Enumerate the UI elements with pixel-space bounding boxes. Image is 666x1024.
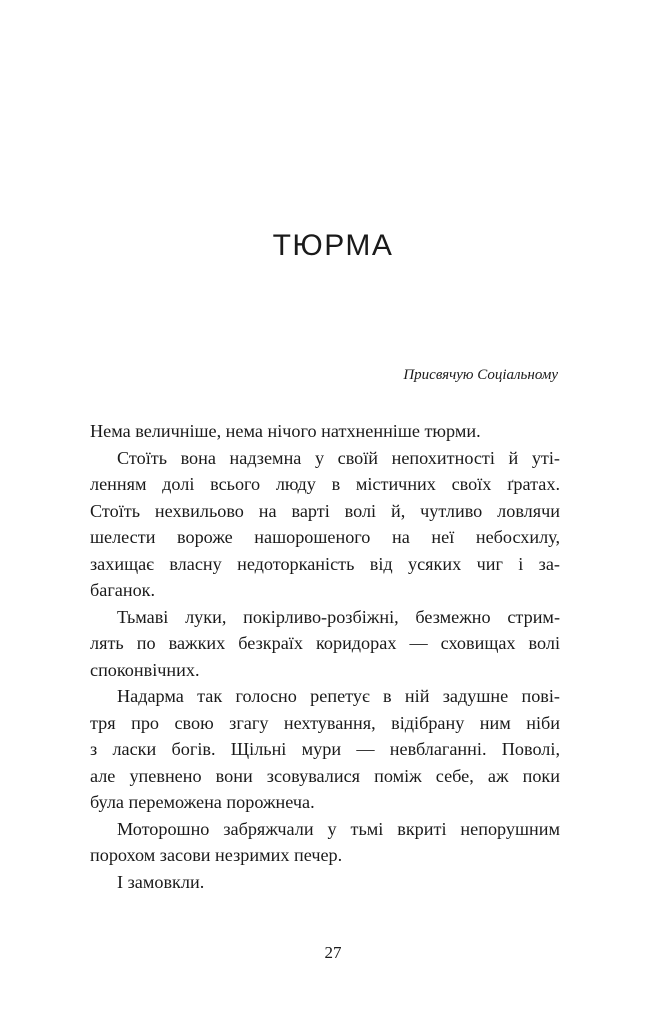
text-line: Моторошно забряжчали у тьмі вкриті непорушним <box>117 818 560 839</box>
text-line: Тьмаві луки, покірливо-розбіжні, безмежно стрим- <box>117 606 560 627</box>
text-line: Стоїть вона надземна у своїй непохитності й уті- <box>117 447 560 468</box>
text-line: тря про свою згагу нехтування, відібрану ним ніби <box>90 712 560 733</box>
text-line: з ласки богів. Щільні мури — невблаганні. Поволі, <box>90 739 560 759</box>
page-number: 27 <box>324 943 342 962</box>
text-line: баганок. <box>90 580 156 600</box>
text-line: захищає власну недоторканість від усяких чиг і за- <box>90 553 560 574</box>
text-line: але упевнено вони зсовувалися поміж себе, аж поки <box>90 765 560 786</box>
text-line: Стоїть нехвильово на варті волі й, чутливо ловлячи <box>90 500 560 521</box>
text-line: шелести вороже нашорошеного на неї небосхилу, <box>90 527 560 547</box>
text-line: порохом засови незримих печер. <box>90 845 343 865</box>
text-line: лять по важких безкраїх коридорах — сховищах волі <box>90 633 560 653</box>
text-line: Надарма так голосно репетує в ній задушне пові- <box>117 686 560 706</box>
text-line: Нема величніше, нема нічого натхненніше тюрми. <box>90 421 481 441</box>
text-line: споконвічних. <box>90 659 200 680</box>
dedication: Присвячую Соціальному <box>403 367 558 383</box>
text-line: І замовкли. <box>117 871 205 892</box>
body-text <box>90 418 560 895</box>
chapter-title: ТЮРМА <box>272 229 394 262</box>
text-line: була переможена порожнеча. <box>90 792 315 812</box>
text-line: ленням долі всього люду в містичних своїх ґратах. <box>90 474 560 494</box>
